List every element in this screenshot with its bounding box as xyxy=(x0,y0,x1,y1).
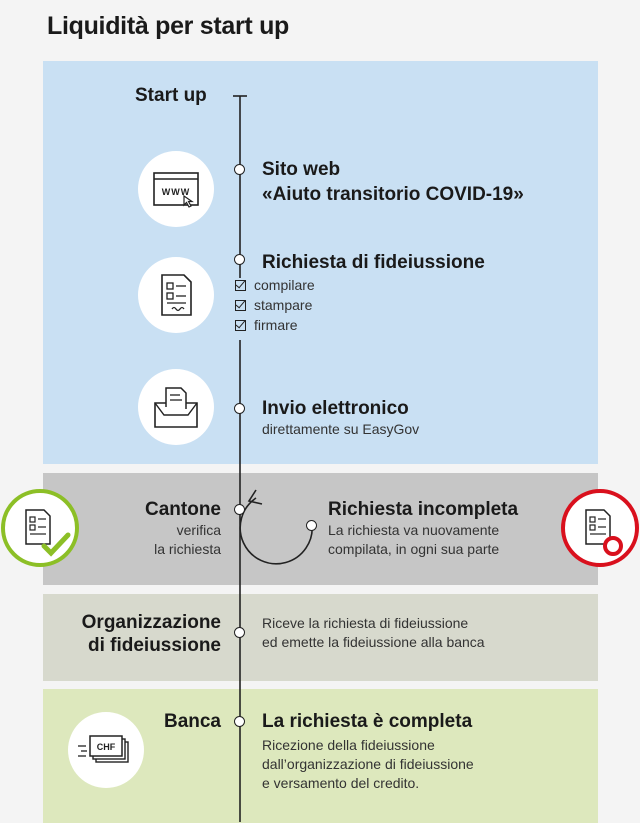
request-step-compile xyxy=(235,276,315,295)
incomplete-node xyxy=(306,520,317,531)
www-text: WWW xyxy=(161,187,191,197)
request-step-label: stampare xyxy=(254,297,313,313)
canton-title: Cantone xyxy=(145,499,221,520)
bank-title: La richiesta è completa xyxy=(262,711,473,732)
request-step-label: firmare xyxy=(254,317,298,333)
bank-icon-circle xyxy=(68,712,144,788)
guarantee-org-title-line1: Organizzazione xyxy=(81,612,221,633)
checkbox-checked-icon xyxy=(235,320,246,331)
checkbox-checked-icon xyxy=(235,300,246,311)
bank-node xyxy=(234,716,245,727)
website-node xyxy=(234,164,245,175)
incomplete-detail-line2: compilata, in ogni sua parte xyxy=(328,541,500,557)
canton-detail-line1: verifica xyxy=(176,522,221,538)
document-form-icon xyxy=(138,257,214,333)
bank-label: Banca xyxy=(163,711,221,732)
approved-document-icon xyxy=(0,488,82,570)
guarantee-org-title-line2: di fideiussione xyxy=(87,635,221,656)
request-title: Richiesta di fideiussione xyxy=(262,252,485,273)
checkbox-checked-icon xyxy=(235,280,246,291)
website-title-line2: «Aiuto transitorio COVID-19» xyxy=(262,184,524,205)
guarantee-org-detail-line2: ed emette la fideiussione alla banca xyxy=(262,634,485,650)
chf-text: CHF xyxy=(96,742,116,752)
request-step-print xyxy=(235,296,312,315)
submission-icon-circle xyxy=(138,369,214,445)
start-label: Start up xyxy=(135,85,207,106)
guarantee-org-detail-line1: Riceve la richiesta di fideiussione xyxy=(262,615,469,631)
request-icon-circle xyxy=(138,257,214,333)
www-browser-icon xyxy=(138,151,214,227)
incomplete-detail-line1: La richiesta va nuovamente xyxy=(328,522,500,538)
website-icon-circle xyxy=(138,151,214,227)
submission-detail: direttamente su EasyGov xyxy=(262,421,420,437)
guarantee-org-node xyxy=(234,627,245,638)
bank-detail-line3: e versamento del credito. xyxy=(262,775,420,791)
request-node xyxy=(234,254,245,265)
canton-detail-line2: la richiesta xyxy=(154,541,221,557)
page-title: Liquidità per start up xyxy=(47,12,290,40)
submission-node xyxy=(234,403,245,414)
website-title-line1: Sito web xyxy=(262,159,341,180)
rejected-document-icon xyxy=(558,488,640,570)
mail-tray-icon xyxy=(138,369,214,445)
bank-detail-line2: dall’organizzazione di fideiussione xyxy=(262,756,474,772)
banknotes-chf-icon xyxy=(68,712,144,788)
bank-detail-line1: Ricezione della fideiussione xyxy=(262,737,435,753)
incomplete-title: Richiesta incompleta xyxy=(328,499,519,520)
request-step-sign xyxy=(235,316,298,335)
request-step-label: compilare xyxy=(254,277,315,293)
submission-title: Invio elettronico xyxy=(262,398,409,419)
canton-node xyxy=(234,504,245,515)
